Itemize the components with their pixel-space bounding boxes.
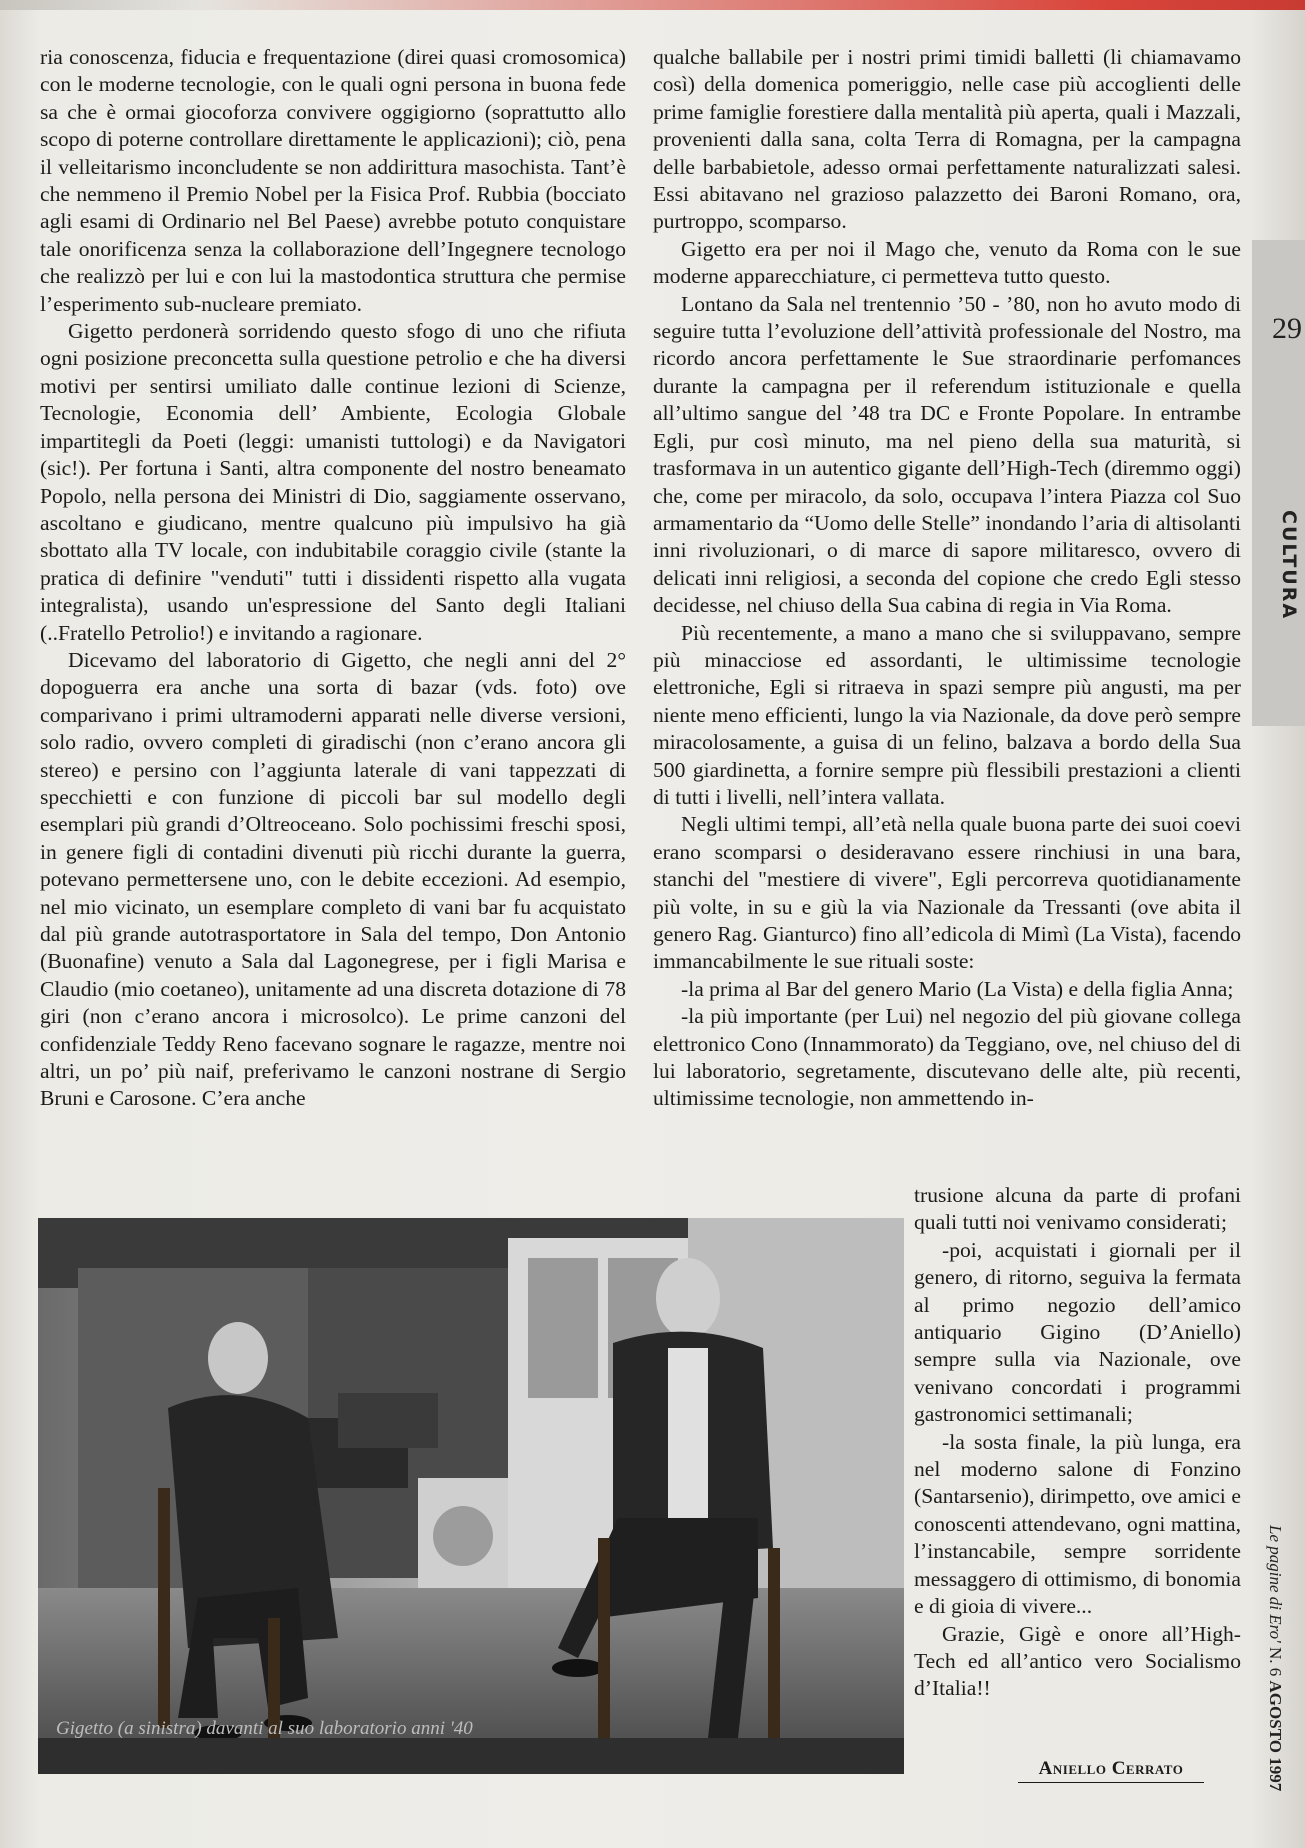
paragraph: -la prima al Bar del genero Mario (La Vista) e della figlia Anna;	[681, 976, 1234, 1001]
page-top-edge	[0, 0, 1305, 10]
paragraph: Dicevamo del laboratorio di Gigetto, che negli anni del 2° dopoguerra era anche una sorta di bazar (vds. foto) ove comparivano i primi ultramoderni apparati nelle diverse versioni, solo radio, ovvero completi di giradischi (non c’erano ancora gli stereo) e persino con l’aggiunta laterale di vani tappezzati di specchietti e con funzione di piccoli bar sul modello degli esemplari più grandi d’Oltreoceano. Solo pochissimi freschi sposi, in genere figli di contadini divenuti più ricchi durante la guerra, potevano permettersene uno, con le debite eccezioni. Ad esempio, nel mio vicinato, un esemplare completo di vani bar fu acquistato dal più grande autotrasportatore in Sala del tempo, Don Antonio (Buonafine) venuto a Sala dal Lagonegrese, per i figli Marisa e Claudio (mio coetaneo), unitamente ad una discreta dotazione di 78 giri (non c’erano ancora i microsolco). Le prime canzoni del confidenziale Teddy Reno facevano sognare le ragazze, mentre noi altri, un po’ più naif, preferivamo le canzoni nostrane di Sergio Bruni e Carosone. C’era anche	[40, 647, 626, 1111]
paragraph: Lontano da Sala nel trentennio ’50 - ’80, non ho avuto modo di seguire tutta l’evoluzione dell’attività professionale del Nostro, ma ricordo ancora perfettamente le Sue straordinarie perfomances durante la campagna per il referendum istituzionale e quella all’ultimo sangue del ’48 tra DC e Fronte Popolare. In entrambe Egli, pur così minuto, ma nel pieno della sua maturità, si trasformava in un autentico gigante dell’High-Tech (diremmo oggi) che, come per miracolo, da solo, occupava l’intera Piazza col Suo armamentario da “Uomo delle Stelle” inondando l’aria di altisolanti inni rivoluzionari, o di marce di sapore militaresco, ovvero di delicati inni religiosi, a seconda del copione che credo Egli stesso decidesse, nel chiuso della Sua cabina di regia in Via Roma.	[653, 291, 1241, 618]
issue-date: AGOSTO 1997	[1266, 1680, 1285, 1792]
paragraph: qualche ballabile per i nostri primi timidi balletti (li chiamavamo così) della domenica pomeriggio, nelle case più accoglienti delle prime famiglie forestiere dalla mentalità più aperta, quali i Mazzali, provenienti dalla sana, colta Terra di Romagna, per la campagna delle barbabietole, adesso ormai perfettamente naturalizzati salesi. Essi abitavano nel grazioso palazzetto dei Baroni Romano, ora, purtroppo, scomparso.	[653, 45, 1241, 234]
article-column-1	[40, 44, 626, 1113]
author-signature: Aniello Cerrato	[1018, 1758, 1204, 1783]
paragraph: ria conoscenza, fiducia e frequentazione (direi quasi cromosomica) con le moderne tecnologie, con le quali ogni persona in buona fede sa che è ormai giocoforza convivere oggigiorno (soprattutto allo scopo di poterne controllare direttamente le applicazioni); ciò, pena il velleitarismo inconcludente se non addirittura masochista. Tant’è che nemmeno il Premio Nobel per la Fisica Prof. Rubbia (bocciato agli esami di Ordinario nel Bel Paese) avrebbe potuto conquistare tale onorificenza senza la collaborazione dell’Ingegnere tecnologo che realizzò per lui e con lui la mastodontica struttura che permise l’esperimento sub-nucleare premiato.	[40, 45, 626, 316]
paragraph: Gigetto era per noi il Mago che, venuto da Roma con le sue moderne apparecchiature, ci permetteva tutto questo.	[653, 236, 1241, 289]
photo-caption: Gigetto (a sinistra) davanti al suo laboratorio anni '40	[56, 1718, 473, 1739]
paragraph: -poi, acquistati i giornali per il genero, di ritorno, seguiva la fermata al primo negozio dell’amico antiquario Gigino (D’Aniello) sempre sulla via Nazionale, ove venivano concordati i programmi gastronomici settimanali;	[914, 1237, 1241, 1427]
issue-number: N. 6	[1266, 1647, 1285, 1677]
paragraph: trusione alcuna da parte di profani quali tutti noi venivamo considerati;	[914, 1183, 1241, 1235]
article-column-3	[914, 1182, 1241, 1703]
publication-name: Le pagine di Ero'	[1266, 1525, 1285, 1643]
section-label: CULTURA	[1278, 510, 1300, 621]
article-column-2	[653, 44, 1241, 1113]
paragraph: -la più importante (per Lui) nel negozio del più giovane collega elettronico Cono (Innammorato) da Teggiano, ove, nel chiuso del di lui laboratorio, segretamente, discutevano delle alte, più recenti, ultimissime tecnologie, non ammettendo in-	[653, 1004, 1241, 1111]
issue-info	[1266, 1525, 1285, 1791]
paragraph: Gigetto perdonerà sorridendo questo sfogo di uno che rifiuta ogni posizione preconcetta sulla questione petrolio e che ha diversi motivi per sentirsi umiliato dalle continue lezioni di Scienze, Tecnologie, Economia dell’ Ambiente, Ecologia Globale impartitegli da Poeti (leggi: umanisti tuttologi) e da Navigatori (sic!). Per fortuna i Santi, altra componente del nostro beneamato Popolo, nella persona dei Ministri di Dio, saggiamente osservano, ascoltano e giudicano, mentre qualcuno più impulsivo ha già sbottato alla TV locale, con indubitabile coraggio civile (stante la pratica di definire "venduti" tutti i dissidenti rispetto alla vugata integralista), usando un'espressione del Santo degli Italiani (..Fratello Petrolio!) e invitando a ragionare.	[40, 319, 626, 645]
paragraph: Negli ultimi tempi, all’età nella quale buona parte dei suoi coevi erano scomparsi o desideravano essere rinchiusi in una bara, stanchi del "mestiere di vivere", Egli percorreva quotidianamente più volte, in su e giù la via Nazionale da Tressanti (ove abita il genero Rag. Gianturco) fino all’edicola di Mimì (La Vista), facendo immancabilmente le sue rituali soste:	[653, 812, 1241, 974]
paragraph: Più recentemente, a mano a mano che si sviluppavano, sempre più minacciose ed assordanti, le ultimissime tecnologie elettroniche, Egli si ritraeva in spazi sempre più angusti, ma per niente meno efficienti, lungo la via Nazionale, da dove però sempre miracolosamente, a guisa di un felino, balzava a bordo della Sua 500 giardinetta, a fornire sempre più flessibili prestazioni a clienti di tutti i livelli, nell’intera vallata.	[653, 620, 1241, 809]
page-number: 29	[1272, 312, 1302, 345]
paragraph: -la sosta finale, la più lunga, era nel moderno salone di Fonzino (Santarsenio), dirimpetto, ove amici e conoscenti attendevano, ogni mattina, l’instancabile, sempre sorridente messaggero di ottimismo, di bonomia e di gioia di vivere...	[914, 1429, 1241, 1619]
photo-illustration	[38, 1218, 904, 1774]
article-photo	[38, 1218, 904, 1774]
paragraph: Grazie, Gigè e onore all’High-Tech ed all’antico vero Socialismo d’Italia!!	[914, 1621, 1241, 1701]
